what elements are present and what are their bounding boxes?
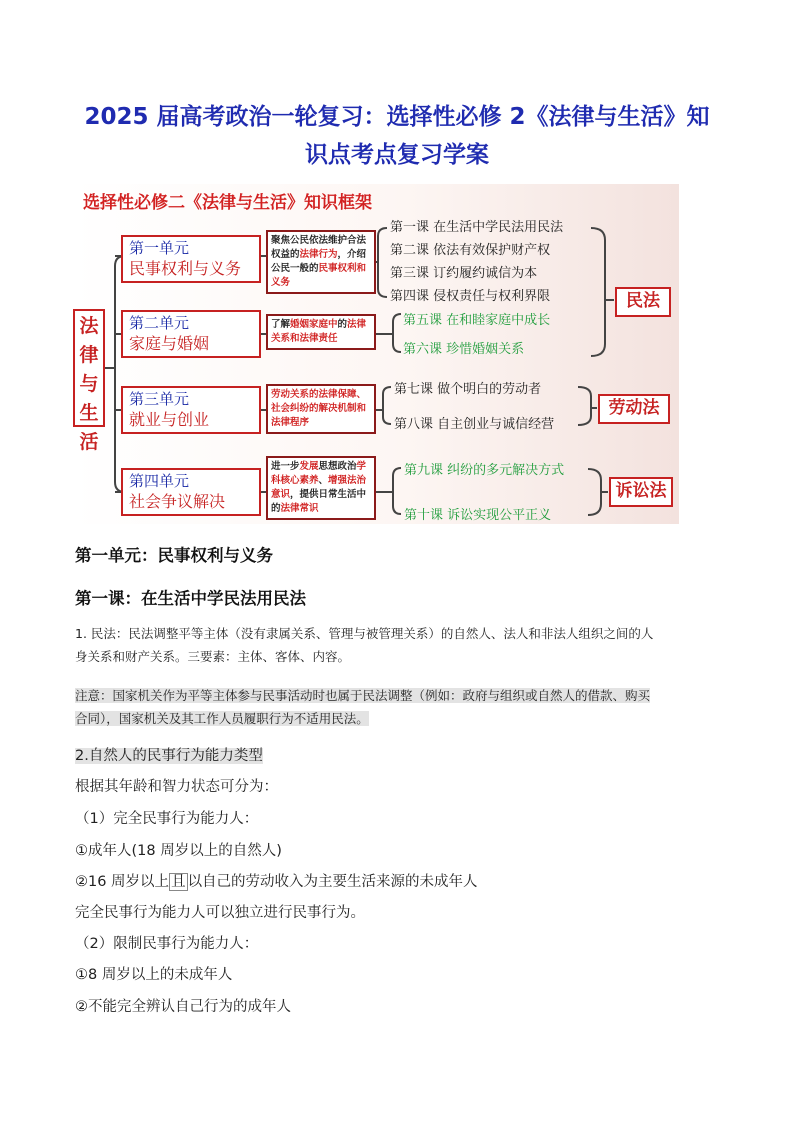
lesson-7: 第七课 做个明白的劳动者 <box>394 382 542 397</box>
unit-topic: 社会争议解决 <box>129 492 226 511</box>
item-limited-capacity-b: ②不能完全辨认自己行为的成年人 <box>75 999 291 1015</box>
law-labor: 劳动法 <box>598 394 670 424</box>
desc-text: ，提供日常生活中的 <box>271 489 367 514</box>
item-limited-capacity-a: ①8 周岁以上的未成年人 <box>75 967 233 983</box>
unit-name: 第四单元 <box>129 472 190 490</box>
law-litigation: 诉讼法 <box>609 477 673 507</box>
item-full-capacity-b <box>75 871 478 893</box>
desc-highlight: 法律行为 <box>299 249 338 260</box>
desc-highlight: 发展 <box>299 461 319 472</box>
desc-highlight: 婚姻家庭中 <box>290 319 338 330</box>
unit-4-description <box>266 456 376 520</box>
text-span: 以自己的劳动收入为主要生活来源的未成年人 <box>187 874 478 890</box>
text-span: ②16 周岁以上 <box>75 874 170 890</box>
item-limited-capacity: （2）限制民事行为能力人： <box>75 936 259 952</box>
item-full-capacity-note: 完全民事行为能力人可以独立进行民事行为。 <box>75 905 365 921</box>
lesson-5: 第五课 在和睦家庭中成长 <box>403 313 551 328</box>
lesson-2: 第二课 依法有效保护财产权 <box>390 243 551 258</box>
framework-title: 选择性必修二《法律与生活》知识框架 <box>83 193 372 213</box>
desc-text: 进一步 <box>271 461 300 472</box>
desc-text: 、 <box>318 475 329 486</box>
desc-highlight: 学科核心素养 <box>271 461 367 486</box>
document-title-line1: 2025 届高考政治一轮复习：选择性必修 2《法律与生活》知 <box>84 104 710 130</box>
section-2-intro: 根据其年龄和智力状态可分为： <box>75 779 278 795</box>
desc-text: 了解 <box>271 319 291 330</box>
note-line: 合同），国家机关及其工作人员履职行为不适用民法。 <box>75 711 369 726</box>
desc-text: ，介绍公民一般的 <box>271 249 367 274</box>
knowledge-framework-diagram <box>73 184 679 524</box>
lesson-10: 第十课 诉讼实现公平正义 <box>404 508 552 523</box>
unit-4-box <box>121 468 261 516</box>
desc-highlight: 法律关系和法律责任 <box>271 319 367 344</box>
law-civil: 民法 <box>615 287 671 317</box>
desc-highlight: 法律常识 <box>280 503 319 514</box>
document-title-line2: 识点考点复习学案 <box>305 142 489 168</box>
paragraph-line: 1. 民法：民法调整平等主体（没有隶属关系、管理与被管理关系）的自然人、法人和非法人组织之间的人 <box>75 626 654 641</box>
section-2-label: 2.自然人的民事行为能力类型 <box>75 748 263 764</box>
unit-3-description <box>266 384 376 434</box>
paragraph-civil-law <box>75 622 725 668</box>
unit-name: 第二单元 <box>129 314 190 332</box>
unit-topic: 家庭与婚姻 <box>129 334 210 353</box>
item-full-capacity: （1）完全民事行为能力人： <box>75 811 259 827</box>
item-full-capacity-a: ①成年人(18 周岁以上的自然人) <box>75 843 282 859</box>
desc-highlight: 民事权利和义务 <box>271 263 367 288</box>
unit-1-box <box>121 235 261 283</box>
lesson-6: 第六课 珍惜婚姻关系 <box>403 342 525 357</box>
lesson-heading: 第一课：在生活中学民法用民法 <box>75 589 306 608</box>
lesson-4: 第四课 侵权责任与权利界限 <box>390 289 551 304</box>
framework-root-label: 法 律 与 生 活 <box>79 315 99 453</box>
unit-1-description <box>266 230 376 294</box>
section-2-heading <box>75 745 263 767</box>
note-line: 注意：国家机关作为平等主体参与民事活动时也属于民法调整（例如：政府与组织或自然人的借款、购买 <box>75 688 651 703</box>
desc-text: 的 <box>337 319 348 330</box>
desc-highlight: 劳动关系的法律保障、社会纠纷的解决机制和法律程序 <box>271 389 367 428</box>
unit-2-description <box>266 314 376 350</box>
boxed-char: 且 <box>171 874 186 890</box>
note-paragraph <box>75 684 725 730</box>
unit-2-box <box>121 310 261 358</box>
lesson-1: 第一课 在生活中学民法用民法 <box>390 220 564 235</box>
unit-name: 第一单元 <box>129 239 190 257</box>
framework-root <box>73 309 105 453</box>
lesson-9: 第九课 纠纷的多元解决方式 <box>404 463 565 478</box>
unit-name: 第三单元 <box>129 390 190 408</box>
unit-topic: 就业与创业 <box>129 410 210 429</box>
desc-highlight: 增强法治意识 <box>271 475 367 500</box>
unit-heading: 第一单元：民事权利与义务 <box>75 546 273 565</box>
document-title <box>60 98 734 174</box>
desc-text: 思想政治 <box>318 461 357 472</box>
unit-topic: 民事权利与义务 <box>129 259 242 278</box>
lesson-3: 第三课 订约履约诚信为本 <box>390 266 538 281</box>
unit-3-box <box>121 386 261 434</box>
paragraph-line: 身关系和财产关系。三要素：主体、客体、内容。 <box>75 649 351 664</box>
lesson-8: 第八课 自主创业与诚信经营 <box>394 417 555 432</box>
desc-text: 聚焦公民依法维护合法权益的 <box>271 235 367 260</box>
